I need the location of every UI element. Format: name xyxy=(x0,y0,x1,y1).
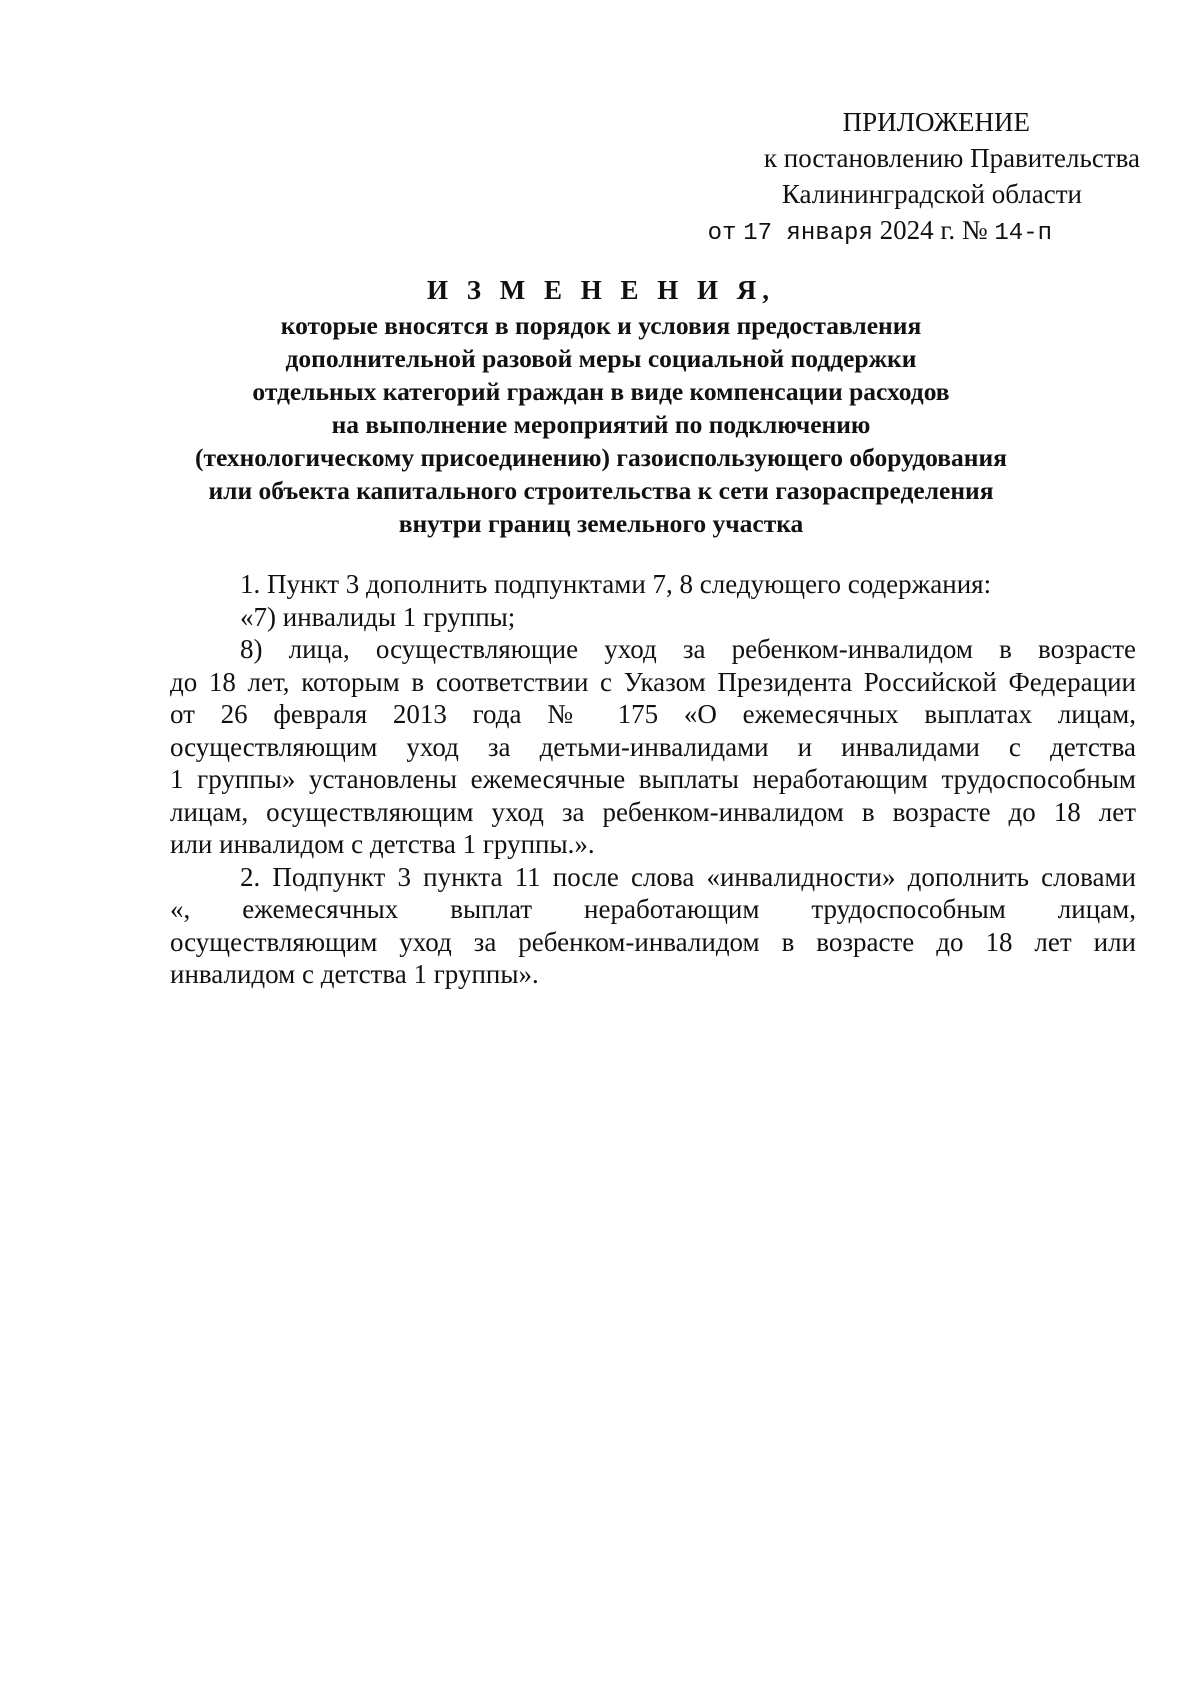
heading-title: И З М Е Н Е Н И Я, xyxy=(426,275,775,305)
item-2-line: «, ежемесячных выплат неработающим трудоспособным лицам, xyxy=(170,894,1136,924)
subitem-8-line: лицам, осуществляющим уход за ребенком-инвалидом в возрасте до 18 лет xyxy=(170,796,1136,827)
appendix-block xyxy=(560,104,1140,252)
heading-line: или объекта капитального строительства к сети газораспределения xyxy=(208,476,994,505)
paragraph-subitem-8 xyxy=(170,633,1136,861)
appendix-title: ПРИЛОЖЕНИЕ xyxy=(842,107,1030,137)
decree-number: 14-п xyxy=(994,220,1052,247)
item-2-line: инвалидом с детства 1 группы». xyxy=(170,959,539,989)
subitem-8-line: от 26 февраля 2013 года № 175 «О ежемесячных выплатах лицам, xyxy=(170,699,1136,729)
subitem-7-text: «7) инвалиды 1 группы; xyxy=(240,601,516,632)
subitem-8-line: 1 группы» установлены ежемесячные выплаты неработающим трудоспособным xyxy=(170,764,1136,794)
date-year: 2024 г. № xyxy=(879,215,988,245)
document-heading xyxy=(170,274,1032,540)
heading-line: дополнительной разовой меры социальной поддержки xyxy=(285,344,917,373)
date-prefix: от xyxy=(707,220,737,247)
subitem-8-line: 8) лица, осуществляющие уход за ребенком-инвалидом в возрасте xyxy=(240,634,1136,664)
heading-line: отдельных категорий граждан в виде компенсации расходов xyxy=(252,377,950,406)
item-2-line: осуществляющим уход за ребенком-инвалидом в возрасте до 18 лет или xyxy=(170,926,1136,957)
item-2-line: 2. Подпункт 3 пункта 11 после слова «инвалидности» дополнить словами xyxy=(240,861,1136,892)
paragraph-subitem-7 xyxy=(170,601,1136,634)
paragraph-item-2 xyxy=(170,861,1136,991)
subitem-8-line: осуществляющим уход за детьми-инвалидами и инвалидами с детства xyxy=(170,731,1136,762)
appendix-region-line: Калининградской области xyxy=(781,179,1082,209)
date-value: 17 января xyxy=(743,220,873,247)
paragraph-item-1 xyxy=(170,568,1136,601)
document-body xyxy=(170,568,1136,991)
appendix-date-line xyxy=(560,212,1140,252)
subitem-8-line: или инвалидом с детства 1 группы.». xyxy=(170,829,595,859)
item-1-text: 1. Пункт 3 дополнить подпунктами 7, 8 следующего содержания: xyxy=(240,569,992,599)
subitem-8-line: до 18 лет, которым в соответствии с Указом Президента Российской Федерации xyxy=(170,666,1136,697)
heading-line: на выполнение мероприятий по подключению xyxy=(331,410,871,439)
heading-line: (технологическому присоединению) газоиспользующего оборудования xyxy=(195,443,1007,472)
heading-line: которые вносятся в порядок и условия предоставления xyxy=(280,311,922,340)
heading-line: внутри границ земельного участка xyxy=(398,509,804,538)
appendix-decree-line: к постановлению Правительства xyxy=(763,143,1140,173)
